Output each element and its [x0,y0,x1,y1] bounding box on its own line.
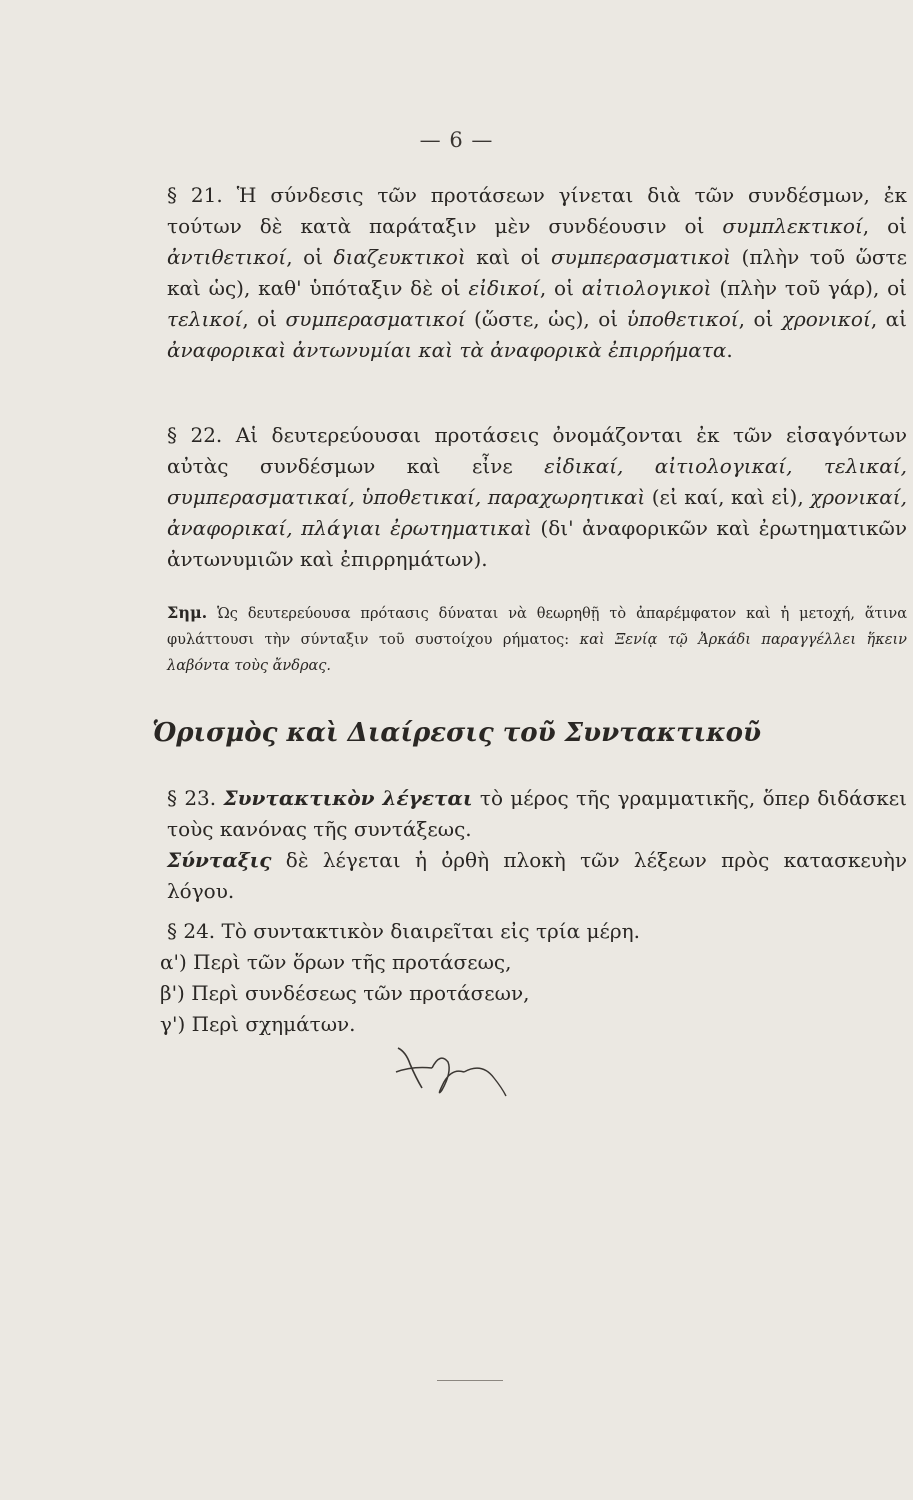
page-number: — 6 — [419,128,494,152]
note-label: Σημ. [167,603,208,622]
parts-list [160,947,529,1040]
list-item: γ') Περὶ σχημάτων. [160,1012,356,1036]
list-item: β') Περὶ συνδέσεως τῶν προτάσεων, [160,981,530,1005]
bottom-rule [437,1380,503,1381]
section-number: § 23. [167,786,217,810]
paragraph-24: § 24. Τὸ συντακτικὸν διαιρεῖται εἰς τρία μέρη. [167,919,640,943]
section-number: § 21. [167,183,223,207]
note: Σημ. Ὡς δευτερεύουσα πρότασις δύναται νὰ θεωρηθῇ τὸ ἀπαρέμφατον καὶ ἡ μετοχή, ἅτινα φυλάττουσι τὴν σύνταξιν τοῦ συστοίχου ρήματος: καὶ Ξενίᾳ τῷ Ἀρκάδι παραγγέλλει ἥκειν λαβόντα τοὺς ἄνδρας. [167,603,907,674]
paragraph-21: § 21. Ἡ σύνδεσις τῶν προτάσεων γίνεται διὰ τῶν συνδέσμων, ἐκ τούτων δὲ κατὰ παράταξιν μὲν συνδέουσιν οἱ συμπλεκτικοί, οἱ ἀντιθετικοί, οἱ διαζευκτικοὶ καὶ οἱ συμπερασματικοὶ (πλὴν τοῦ ὥστε καὶ ὡς), καθ' ὑπόταξιν δὲ οἱ εἰδικοί, οἱ αἰτιολογικοὶ (πλὴν τοῦ γάρ), οἱ τελικοί, οἱ συμπερασματικοί (ὥστε, ὡς), οἱ ὑποθετικοί, οἱ χρονικοί, αἱ ἀναφορικαὶ ἀντωνυμίαι καὶ τὰ ἀναφορικὰ ἐπιρρήματα. [167,183,908,362]
paragraph-23: § 23. Συντακτικὸν λέγεται τὸ μέρος τῆς γραμματικῆς, ὅπερ διδάσκει τοὺς κανόνας τῆς συντάξεως. [167,786,907,841]
paragraph-23-syntax: Σύνταξις δὲ λέγεται ἡ ὀρθὴ πλοκὴ τῶν λέξεων πρὸς κατασκευὴν λόγου. [167,848,907,903]
section-number: § 24. [167,919,216,943]
handwritten-signature [392,1032,512,1102]
list-item: α') Περὶ τῶν ὅρων τῆς προτάσεως, [160,950,512,974]
section-number: § 22. [167,423,223,447]
section-heading: Ὁρισμὸς καὶ Διαίρεσις τοῦ Συντακτικοῦ [151,718,762,748]
paragraph-22: § 22. Αἱ δευτερεύουσαι προτάσεις ὀνομάζονται ἐκ τῶν εἰσαγόντων αὐτὰς συνδέσμων καὶ εἶνε εἰδικαί, αἰτιολογικαί, τελικαί, συμπερασματικαί, ὑποθετικαί, παραχωρητικαὶ (εἰ καί, καὶ εἰ), χρονικαί, ἀναφορικαί, πλάγιαι ἐρωτηματικαὶ (δι' ἀναφορικῶν καὶ ἐρωτηματικῶν ἀντωνυμιῶν καὶ ἐπιρρημάτων). [167,423,907,571]
